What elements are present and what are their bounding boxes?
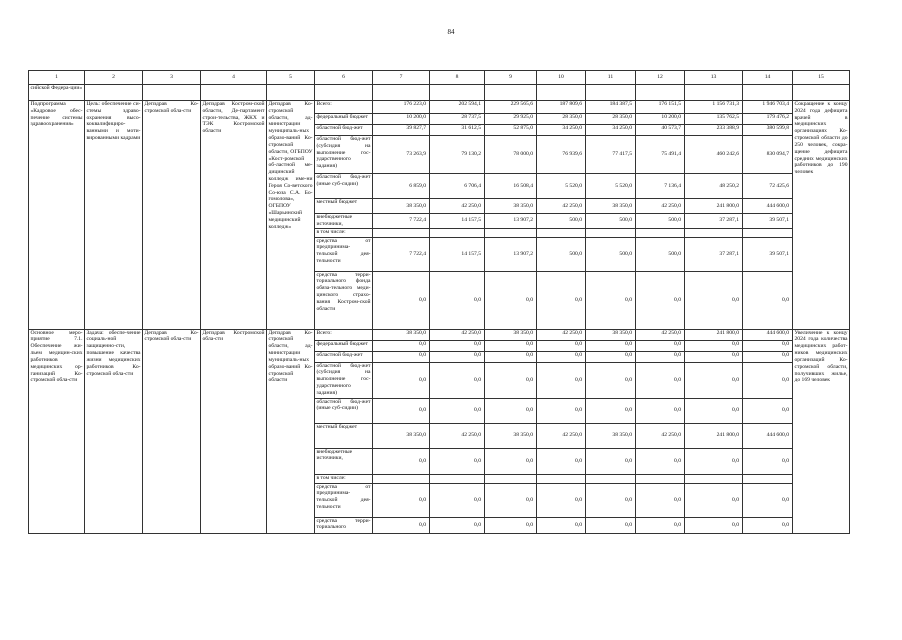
amount-cell: 0,0	[537, 483, 586, 517]
amount-cell: 0,0	[636, 351, 685, 362]
funding-source-label: областной бюд-жет (иные суб-сидии)	[315, 174, 373, 199]
funding-source-label: местный бюджет	[315, 423, 373, 448]
amount-cell: 37 287,1	[685, 214, 743, 229]
block1-col4-cell: Депздрав Костром-ской области, Де-партамент строи-тельства, ЖКХ и ТЭК Костромской области	[201, 101, 267, 330]
amount-cell: 830 094,7	[743, 136, 793, 174]
amount-cell: 0,0	[373, 398, 430, 423]
amount-cell: 444 600,0	[743, 199, 793, 214]
funding-source-label: средства терри-ториального	[315, 517, 373, 533]
amount-cell: 0,0	[636, 448, 685, 474]
empty-cell	[793, 85, 850, 101]
amount-cell: 14 157,5	[430, 237, 485, 271]
amount-cell	[685, 474, 743, 483]
funding-source-label: областной бюд-жет	[315, 125, 373, 136]
empty-cell	[430, 85, 485, 101]
amount-cell: 1 156 731,3	[685, 101, 743, 114]
column-number-row	[29, 71, 850, 85]
amount-cell: 0,0	[743, 351, 793, 362]
column-number-cell: 2	[85, 71, 143, 85]
block1-col2-cell: Цель: обеспечение си-стемы здраво-охранения высо-коквалифициро-ванными и моти-вированными кадрами	[85, 101, 143, 330]
amount-cell: 6 859,0	[373, 174, 430, 199]
amount-cell: 500,0	[537, 237, 586, 271]
amount-cell: 29 925,0	[485, 114, 537, 125]
amount-cell: 0,0	[743, 398, 793, 423]
amount-cell: 0,0	[485, 517, 537, 533]
amount-cell: 39 507,1	[743, 214, 793, 229]
amount-cell: 38 350,0	[373, 329, 430, 340]
empty-cell	[685, 85, 743, 101]
amount-cell: 202 594,1	[430, 101, 485, 114]
amount-cell: 0,0	[430, 448, 485, 474]
amount-cell: 187 809,6	[537, 101, 586, 114]
continuation-row	[29, 85, 850, 101]
column-number-cell: 15	[793, 71, 850, 85]
program-table	[28, 70, 850, 534]
amount-cell: 500,0	[586, 214, 636, 229]
empty-cell	[586, 85, 636, 101]
amount-cell: 0,0	[537, 362, 586, 398]
amount-cell: 500,0	[537, 214, 586, 229]
column-number-cell: 11	[586, 71, 636, 85]
amount-cell: 38 350,0	[373, 423, 430, 448]
amount-cell: 0,0	[586, 340, 636, 351]
funding-source-label: федеральный бюджет	[315, 114, 373, 125]
amount-cell: 42 250,0	[636, 199, 685, 214]
amount-cell: 73 263,9	[373, 136, 430, 174]
amount-cell: 0,0	[743, 271, 793, 329]
amount-cell: 28 350,0	[537, 114, 586, 125]
block2-col5-cell: Депздрав Ко-стромской области, ад-министрации муниципаль-ных образо-ваний Ко-стромской области	[267, 329, 315, 533]
empty-cell	[201, 85, 267, 101]
amount-cell: 0,0	[636, 398, 685, 423]
amount-cell	[430, 228, 485, 237]
amount-cell: 39 827,7	[373, 125, 430, 136]
funding-source-label: областной бюд-жет (субсидия на выполнение гос-ударственного задания)	[315, 362, 373, 398]
amount-cell: 0,0	[373, 271, 430, 329]
amount-cell	[743, 228, 793, 237]
amount-cell: 176 223,0	[373, 101, 430, 114]
amount-cell: 229 565,6	[485, 101, 537, 114]
block1-col3-cell: Депздрав Ко-стромской обла-сти	[143, 101, 201, 330]
amount-cell: 241 800,0	[685, 423, 743, 448]
amount-cell: 38 350,0	[586, 329, 636, 340]
amount-cell	[636, 228, 685, 237]
amount-cell: 13 907,2	[485, 237, 537, 271]
funding-source-label: Всего:	[315, 101, 373, 114]
amount-cell: 0,0	[537, 351, 586, 362]
column-number-cell: 1	[29, 71, 85, 85]
funding-source-label: местный бюджет	[315, 199, 373, 214]
empty-cell	[636, 85, 685, 101]
funding-row	[29, 329, 850, 340]
amount-cell: 42 250,0	[430, 329, 485, 340]
amount-cell	[485, 474, 537, 483]
block2-col1-cell: Основное меро-приятие 7.1. Обеспечение жи-льем медицин-ских работников медицинских ор-ганизаций Ко-стромской обла-сти	[29, 329, 85, 533]
funding-source-label: в том числе:	[315, 474, 373, 483]
amount-cell	[537, 474, 586, 483]
amount-cell: 34 250,0	[537, 125, 586, 136]
amount-cell: 0,0	[685, 351, 743, 362]
amount-cell: 0,0	[430, 398, 485, 423]
amount-cell: 0,0	[685, 398, 743, 423]
funding-source-label: областной бюд-жет (субсидия на выполнение гос-ударственного задания)	[315, 136, 373, 174]
amount-cell: 0,0	[485, 362, 537, 398]
amount-cell: 5 520,0	[537, 174, 586, 199]
amount-cell: 42 250,0	[537, 329, 586, 340]
funding-source-label: областной бюд-жет	[315, 351, 373, 362]
amount-cell: 75 491,4	[636, 136, 685, 174]
amount-cell: 500,0	[586, 237, 636, 271]
amount-cell: 42 250,0	[636, 329, 685, 340]
amount-cell: 0,0	[537, 448, 586, 474]
amount-cell: 0,0	[636, 271, 685, 329]
block1-col1-cell: Подпрограмма «Кадровое обес-печение системы здравоохранения»	[29, 101, 85, 330]
amount-cell: 0,0	[485, 351, 537, 362]
continuation-cell: сийской Федера-ции»	[29, 85, 85, 101]
amount-cell: 48 250,2	[685, 174, 743, 199]
amount-cell: 0,0	[537, 398, 586, 423]
amount-cell: 0,0	[636, 362, 685, 398]
funding-source-label: средства от предпринима-тельской дея-тельности	[315, 237, 373, 271]
amount-cell: 72 425,6	[743, 174, 793, 199]
amount-cell: 444 600,0	[743, 329, 793, 340]
block1-result-cell: Сокращение к концу 2024 года дефицита врачей в медицинских организациях Ко-стромской области до 250 человек, сокра-щение дефицита средних медицинских работников до 190 человек	[793, 101, 850, 330]
amount-cell: 0,0	[685, 517, 743, 533]
amount-cell: 38 350,0	[485, 329, 537, 340]
amount-cell	[430, 474, 485, 483]
amount-cell: 0,0	[743, 517, 793, 533]
funding-source-label: внебюджетные источники,	[315, 448, 373, 474]
amount-cell: 34 250,0	[586, 125, 636, 136]
amount-cell: 0,0	[586, 448, 636, 474]
column-number-cell: 4	[201, 71, 267, 85]
amount-cell: 0,0	[586, 351, 636, 362]
amount-cell: 39 507,1	[743, 237, 793, 271]
column-number-cell: 14	[743, 71, 793, 85]
empty-cell	[485, 85, 537, 101]
amount-cell: 0,0	[373, 362, 430, 398]
amount-cell	[537, 228, 586, 237]
funding-row	[29, 101, 850, 114]
empty-cell	[373, 85, 430, 101]
empty-cell	[85, 85, 143, 101]
amount-cell: 37 287,1	[685, 237, 743, 271]
amount-cell: 0,0	[485, 483, 537, 517]
block2-col3-cell: Депздрав Ко-стромской обла-сти	[143, 329, 201, 533]
page-number: 84	[447, 28, 455, 36]
empty-cell	[267, 85, 315, 101]
column-number-cell: 7	[373, 71, 430, 85]
amount-cell: 79 130,2	[430, 136, 485, 174]
amount-cell: 5 520,0	[586, 174, 636, 199]
amount-cell: 0,0	[636, 517, 685, 533]
amount-cell: 0,0	[743, 448, 793, 474]
amount-cell: 31 612,5	[430, 125, 485, 136]
amount-cell: 38 350,0	[586, 199, 636, 214]
amount-cell: 0,0	[636, 340, 685, 351]
amount-cell: 52 875,0	[485, 125, 537, 136]
amount-cell: 77 417,5	[586, 136, 636, 174]
amount-cell: 0,0	[537, 517, 586, 533]
funding-source-label: областной бюд-жет (иные суб-сидии)	[315, 398, 373, 423]
amount-cell: 380 599,8	[743, 125, 793, 136]
amount-cell: 0,0	[485, 398, 537, 423]
column-number-cell: 10	[537, 71, 586, 85]
amount-cell: 10 200,0	[373, 114, 430, 125]
amount-cell: 0,0	[586, 483, 636, 517]
column-number-cell: 5	[267, 71, 315, 85]
amount-cell: 444 600,0	[743, 423, 793, 448]
amount-cell: 38 350,0	[586, 423, 636, 448]
funding-source-label: средства терри-ториального фонда обяза-тельного меди-цинского страхо-вания Костром-ской области	[315, 271, 373, 329]
amount-cell: 460 242,6	[685, 136, 743, 174]
empty-cell	[743, 85, 793, 101]
column-number-cell: 8	[430, 71, 485, 85]
amount-cell: 0,0	[373, 483, 430, 517]
amount-cell: 0,0	[485, 448, 537, 474]
amount-cell: 0,0	[373, 351, 430, 362]
amount-cell: 0,0	[485, 340, 537, 351]
amount-cell: 0,0	[636, 483, 685, 517]
empty-cell	[537, 85, 586, 101]
empty-cell	[315, 85, 373, 101]
funding-source-label: средства от предпринима-тельской дея-тельности	[315, 483, 373, 517]
column-number-cell: 12	[636, 71, 685, 85]
funding-source-label: федеральный бюджет	[315, 340, 373, 351]
column-number-cell: 9	[485, 71, 537, 85]
amount-cell: 10 200,0	[636, 114, 685, 125]
amount-cell: 0,0	[373, 340, 430, 351]
amount-cell: 0,0	[743, 362, 793, 398]
block2-col4-cell: Депздрав Костромской обла-сти	[201, 329, 267, 533]
amount-cell: 0,0	[537, 340, 586, 351]
amount-cell: 184 387,5	[586, 101, 636, 114]
amount-cell: 38 350,0	[485, 423, 537, 448]
amount-cell	[373, 474, 430, 483]
amount-cell: 0,0	[685, 483, 743, 517]
amount-cell: 179 476,2	[743, 114, 793, 125]
amount-cell: 176 151,5	[636, 101, 685, 114]
amount-cell: 42 250,0	[430, 199, 485, 214]
amount-cell	[586, 228, 636, 237]
column-number-cell: 3	[143, 71, 201, 85]
funding-source-label: в том числе:	[315, 228, 373, 237]
amount-cell: 0,0	[743, 483, 793, 517]
amount-cell: 0,0	[586, 271, 636, 329]
amount-cell: 40 573,7	[636, 125, 685, 136]
amount-cell: 7 722,4	[373, 237, 430, 271]
amount-cell: 76 939,6	[537, 136, 586, 174]
amount-cell: 0,0	[485, 271, 537, 329]
amount-cell: 0,0	[430, 517, 485, 533]
amount-cell: 7 722,4	[373, 214, 430, 229]
amount-cell: 42 250,0	[537, 199, 586, 214]
amount-cell: 14 157,5	[430, 214, 485, 229]
amount-cell: 0,0	[685, 271, 743, 329]
amount-cell: 241 800,0	[685, 329, 743, 340]
amount-cell: 0,0	[430, 362, 485, 398]
amount-cell: 500,0	[636, 237, 685, 271]
amount-cell: 0,0	[430, 351, 485, 362]
amount-cell: 78 000,0	[485, 136, 537, 174]
amount-cell: 6 706,4	[430, 174, 485, 199]
amount-cell	[373, 228, 430, 237]
amount-cell: 0,0	[586, 517, 636, 533]
amount-cell: 38 350,0	[373, 199, 430, 214]
amount-cell: 0,0	[430, 271, 485, 329]
amount-cell: 16 508,4	[485, 174, 537, 199]
amount-cell: 0,0	[586, 398, 636, 423]
amount-cell	[636, 474, 685, 483]
amount-cell: 42 250,0	[430, 423, 485, 448]
column-number-cell: 6	[315, 71, 373, 85]
amount-cell: 28 350,0	[586, 114, 636, 125]
block1-col5-cell: Депздрав Ко-стромской области, ад-министрации муниципаль-ных образо-ваний Ко-стромской области, ОГБПОУ «Кост-ромской об-ластной ме-дицинский колледж име-ни Героя Со-ветского Со-юза С.А. Бо-гомолова», ОГБПОУ «Шарьинский медицинский колледж»	[267, 101, 315, 330]
amount-cell: 500,0	[636, 214, 685, 229]
amount-cell: 13 907,2	[485, 214, 537, 229]
amount-cell: 0,0	[537, 271, 586, 329]
amount-cell: 28 737,5	[430, 114, 485, 125]
amount-cell: 0,0	[743, 340, 793, 351]
amount-cell: 0,0	[373, 448, 430, 474]
funding-source-label: внебюджетные источники,	[315, 214, 373, 229]
amount-cell: 0,0	[373, 517, 430, 533]
amount-cell: 0,0	[430, 340, 485, 351]
amount-cell	[586, 474, 636, 483]
amount-cell: 233 388,9	[685, 125, 743, 136]
column-number-cell: 13	[685, 71, 743, 85]
amount-cell: 42 250,0	[537, 423, 586, 448]
funding-source-label: Всего:	[315, 329, 373, 340]
amount-cell: 0,0	[685, 448, 743, 474]
amount-cell: 0,0	[430, 483, 485, 517]
amount-cell: 1 946 703,4	[743, 101, 793, 114]
amount-cell	[743, 474, 793, 483]
amount-cell: 0,0	[685, 340, 743, 351]
empty-cell	[143, 85, 201, 101]
amount-cell: 135 762,5	[685, 114, 743, 125]
amount-cell	[485, 228, 537, 237]
amount-cell: 38 350,0	[485, 199, 537, 214]
amount-cell: 42 250,0	[636, 423, 685, 448]
amount-cell: 0,0	[685, 362, 743, 398]
block2-col2-cell: Задача: обеспе-чение социаль-ной защищенно-сти, повышение качества жизни медицинских работников Ко-стромской обла-сти	[85, 329, 143, 533]
block2-result-cell: Увеличение к концу 2024 года количества медицинских работ-ников медицинских организаций Ко-стромской области, получивших жилье, до 169 человек	[793, 329, 850, 533]
amount-cell	[685, 228, 743, 237]
amount-cell: 0,0	[586, 362, 636, 398]
amount-cell: 7 136,4	[636, 174, 685, 199]
amount-cell: 241 800,0	[685, 199, 743, 214]
